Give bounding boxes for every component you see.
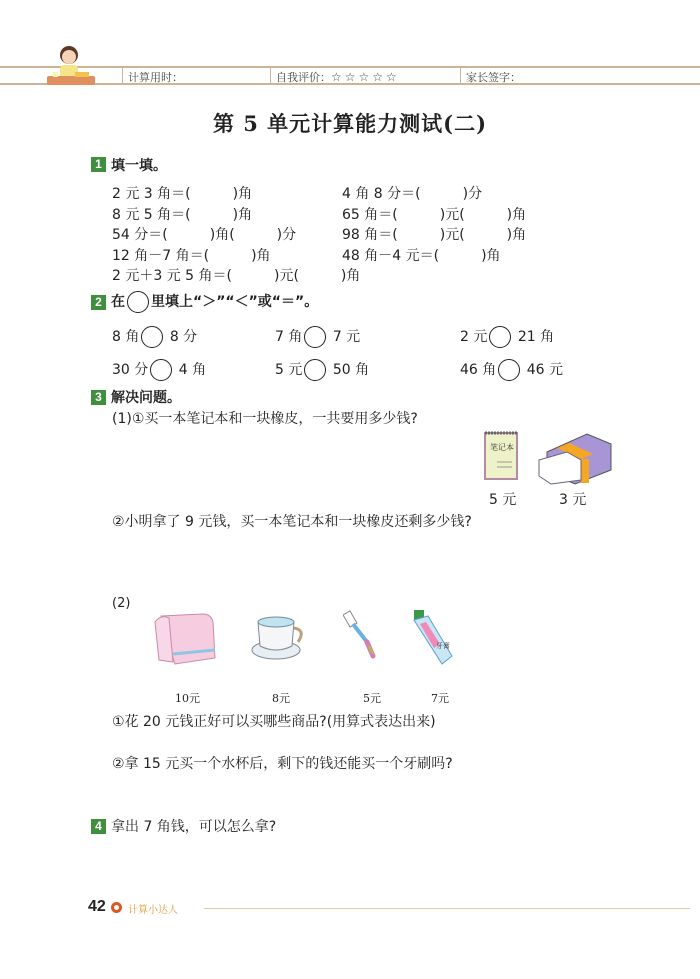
divider [460,67,461,84]
right-value: 21 角 [517,329,555,345]
question: 2 元＋3 元 5 角＝( )元( )角 [112,268,361,284]
compare-item [460,359,563,381]
section-title: 解决问题。 [111,390,181,406]
question: 98 角＝( )元( )角 [342,227,527,243]
toothpaste-label: 牙膏 [436,642,450,650]
question: 12 角－7 角＝( )角 [112,247,271,264]
fill-left-column [112,184,360,287]
left-value: 8 角 [112,329,140,345]
toothbrush-icon [343,610,379,662]
section-number: 1 [91,157,106,172]
question: 54 分＝( )角( )分 [112,227,297,243]
girl-studying-icon [45,42,97,88]
towel-icon [153,610,217,666]
bullet-icon [111,902,122,913]
fill-right-column [342,184,526,266]
title-text: 里填上“＞”“＜”或“＝”。 [151,294,319,310]
notebook-label: 笔记本 [490,443,514,452]
divider [270,67,271,84]
right-value: 4 角 [178,362,207,378]
question-2-label: (2) [112,596,131,611]
answer-circle[interactable] [304,326,326,348]
compare-item [112,326,197,348]
question-1b: ②小明拿了 9 元钱，买一本笔记本和一块橡皮还剩多少钱? [112,514,472,530]
answer-circle[interactable] [141,326,163,348]
header-rule-top [0,66,700,68]
question-2b: ②拿 15 元买一个水杯后，剩下的钱还能买一个牙刷吗? [112,756,453,772]
right-value: 8 分 [169,329,198,345]
notebook-price: 5 元 [489,492,517,508]
page-title: 第 5 单元计算能力测试(二) [212,111,488,136]
answer-circle[interactable] [498,359,520,381]
eraser-price: 3 元 [559,492,587,508]
section-title: 填一填。 [111,158,167,174]
question: 2 元 3 角＝( )角 [112,186,253,202]
section-title [111,291,318,313]
left-value: 5 元 [275,362,303,378]
footer-rule [204,908,690,909]
question: 8 元 5 角＝( )角 [112,206,253,223]
answer-circle[interactable] [304,359,326,381]
cup-price: 8元 [272,692,290,705]
right-value: 50 角 [332,362,370,378]
compare-item [275,326,360,348]
time-label: 计算用时： [128,71,183,84]
toothbrush-price: 5元 [363,692,381,705]
rating-label: 自我评价： [276,71,331,84]
question: 65 角＝( )元( )角 [342,206,527,223]
divider [122,67,123,84]
section-number: 3 [91,390,106,405]
towel-price: 10元 [175,692,200,705]
left-value: 46 角 [460,362,497,378]
answer-circle[interactable] [489,326,511,348]
question: 48 角－4 元＝( )角 [342,247,501,264]
brand-label: 计算小达人 [128,905,178,916]
compare-item [112,359,206,381]
parent-sign-label: 家长签字： [466,71,521,84]
cup-icon [250,612,308,662]
compare-item [275,359,369,381]
section-number: 2 [91,295,106,310]
circle-icon [127,291,149,313]
right-value: 7 元 [332,329,361,345]
question-1a: (1)①买一本笔记本和一块橡皮，一共要用多少钱? [112,411,418,427]
answer-circle[interactable] [150,359,172,381]
right-value: 46 元 [526,362,563,378]
compare-item [460,326,554,348]
left-value: 2 元 [460,329,488,345]
title-text: 在 [111,294,125,310]
self-rating-label [276,69,400,85]
question: 4 角 8 分＝( )分 [342,186,483,202]
question-2a: ①花 20 元钱正好可以买哪些商品?(用算式表达出来) [112,714,436,730]
toothpaste-icon [410,608,454,666]
left-value: 30 分 [112,362,149,378]
left-value: 7 角 [275,329,303,345]
page-number: 42 [88,898,106,915]
section-number: 4 [91,819,106,834]
eraser-icon [537,430,613,485]
toothpaste-price: 7元 [431,692,449,705]
rating-stars[interactable]: ☆☆☆☆☆ [331,70,400,84]
section-title: 拿出 7 角钱，可以怎么拿? [111,819,277,835]
notebook-icon [482,430,522,482]
